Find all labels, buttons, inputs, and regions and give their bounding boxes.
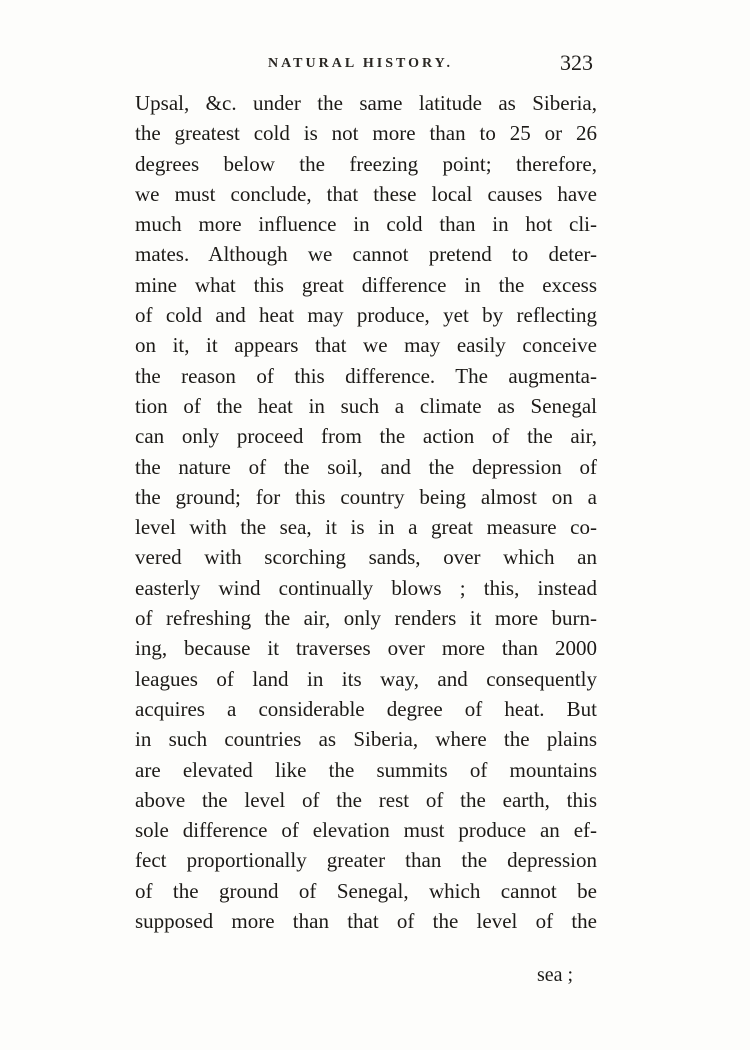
text-line: of cold and heat may produce, yet by reflecting: [135, 303, 597, 328]
text-line: leagues of land in its way, and consequently: [135, 666, 597, 691]
text-line: tion of the heat in such a climate as Senegal: [135, 393, 597, 418]
text-line: Upsal, &c. under the same latitude as Siberia,: [135, 91, 597, 115]
text-line: the ground; for this country being almost on a: [135, 484, 597, 509]
text-line: the nature of the soil, and the depression of: [135, 454, 597, 479]
text-line: mates. Although we cannot pretend to deter-: [135, 242, 597, 267]
body-text: [135, 88, 597, 936]
text-line: supposed more than that of the level of the: [135, 909, 597, 934]
catchword: sea ;: [537, 964, 574, 986]
text-line: ing, because it traverses over more than 2000: [135, 636, 597, 661]
text-line: we must conclude, that these local causes have: [135, 181, 597, 206]
text-line: easterly wind continually blows ; this, instead: [135, 575, 597, 600]
text-line: sole difference of elevation must produce an ef-: [135, 818, 597, 843]
text-line: are elevated like the summits of mountains: [135, 757, 597, 782]
text-line: of the ground of Senegal, which cannot be: [135, 878, 597, 903]
text-line: in such countries as Siberia, where the plains: [135, 727, 597, 752]
running-head: NATURAL HISTORY.: [268, 56, 453, 71]
text-line: level with the sea, it is in a great measure co-: [135, 515, 597, 540]
text-line: much more influence in cold than in hot cli-: [135, 212, 597, 237]
text-line: above the level of the rest of the earth, this: [135, 787, 597, 812]
text-line: acquires a considerable degree of heat. But: [135, 696, 597, 721]
page-number: 323: [560, 50, 593, 75]
text-line: fect proportionally greater than the depression: [135, 848, 597, 873]
text-line: of refreshing the air, only renders it more burn-: [135, 606, 597, 631]
text-line: vered with scorching sands, over which an: [135, 545, 597, 570]
text-line: on it, it appears that we may easily conceive: [135, 333, 597, 358]
text-line: mine what this great difference in the excess: [135, 272, 597, 297]
text-line: the reason of this difference. The augmenta-: [135, 363, 597, 388]
text-line: degrees below the freezing point; therefore,: [135, 151, 597, 176]
text-line: can only proceed from the action of the air,: [135, 424, 597, 449]
text-line: the greatest cold is not more than to 25 or 26: [135, 121, 597, 146]
